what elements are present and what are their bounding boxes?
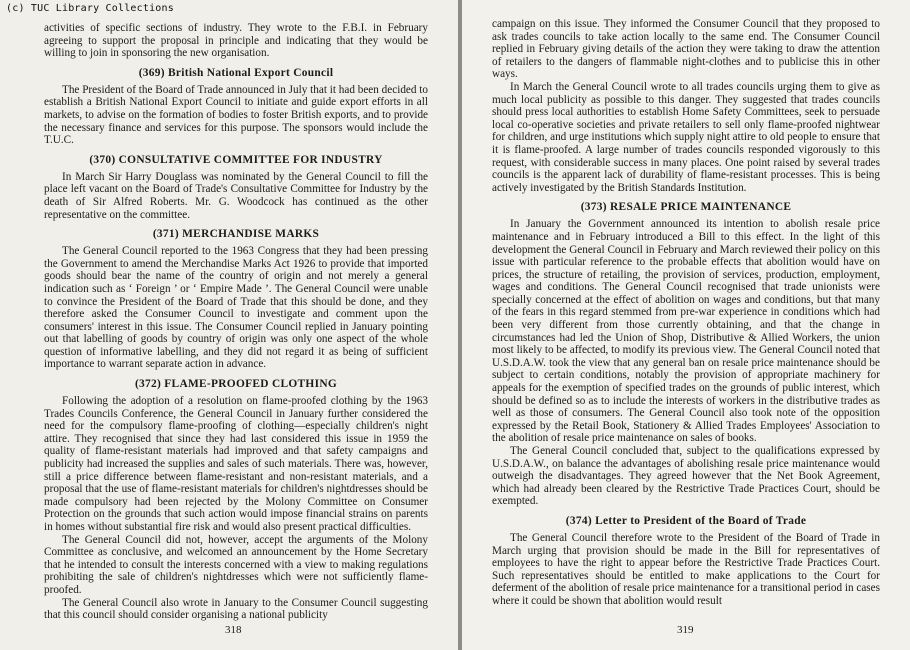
section-370-paragraph: In March Sir Harry Douglass was nominated by the General Council to fill the place left vacant on the Board of Trade's Consultative Committee for Industry by the death of Sir Alfred Roberts. Mr. G. Woodcock has continued as the other representative on the committee. [44, 170, 428, 221]
section-374-heading: (374) Letter to President of the Board of Trade [565, 514, 807, 527]
left-opening-paragraph: activities of specific sections of industry. They wrote to the F.B.I. in February agreeing to support the proposal in principle and indicating that they would be willing to join in sponsoring the new organisation. [44, 22, 428, 60]
right-page [462, 0, 910, 650]
section-372-paragraph-2: The General Council did not, however, accept the arguments of the Molony Committee as conclusive, and welcomed an announcement by the Home Secretary that he intended to consult the interests concerned with a view to making regulations prohibiting the sale of children's nightdresses which were not sufficiently flame-proofed. [44, 533, 428, 596]
section-373-heading: (373) RESALE PRICE MAINTENANCE [580, 201, 792, 214]
section-371-heading: (371) MERCHANDISE MARKS [152, 228, 320, 241]
section-373-paragraph-2: The General Council concluded that, subject to the qualifications expressed by U.S.D.A.W., on balance the advantages of abolishing resale price maintenance would outweigh the disadvantages. They agreed however that the Net Book Agreement, which had already been cleared by the Restrictive Trade Practices Court, should be exempted. [492, 445, 880, 508]
right-opening-paragraph: campaign on this issue. They informed the Consumer Council that they proposed to ask trades councils to take action locally to the same end. The Consumer Council replied in February giving details of the action they were taking to draw the attention of retailers to the dangers of flammable night-clothes and to publicise this in other ways. [492, 18, 880, 81]
section-370-heading: (370) CONSULTATIVE COMMITTEE FOR INDUSTRY [89, 153, 383, 166]
section-372-paragraph-4: In March the General Council wrote to all trades councils urging them to give as much local publicity as possible to this danger. They suggested that trades councils should press local authorities to establish Home Safety Committees, seek to persuade local co-operative societies and private retailers to sell only flame-proofed nightwear for children, and urge institutions which supply night attire to old people to ensure that it is flame-proofed. A large number of trades councils responded vigorously to this request, with considerable success in many places. One point raised by several trades councils is the apparent lack of durability of flame-resistant processes. This is being actively investigated by the British Standards Institution. [492, 80, 880, 194]
section-372-paragraph-3: The General Council also wrote in January to the Consumer Council suggesting that this council should consider organising a national publicity [44, 596, 428, 622]
section-371-paragraph: The General Council reported to the 1963 Congress that they had been pressing the Government to amend the Merchandise Marks Act 1926 to provide that imported goods should bear the name of the country of origin and not merely a general indication such as ‘ Foreign ’ or ‘ Empire Made ’. The General Council were unable to convince the President of the Board of Trade that this should be done, and they therefore asked the Consumer Council to investigate and comment upon the consumers' interest in this issue. The Consumer Council replied in January pointing out that labelling of goods by country of origin was only one aspect of the whole question of informative labelling, and they did not regard it as being of sufficient importance to warrant separate action in advance. [44, 245, 428, 371]
page-number-left: 318 [225, 624, 242, 636]
page-number-right: 319 [677, 624, 694, 636]
section-372-heading: (372) FLAME-PROOFED CLOTHING [134, 378, 338, 391]
section-372-paragraph-1: Following the adoption of a resolution on flame-proofed clothing by the 1963 Trades Councils Conference, the General Council in January further considered the need for the compulsory flame-proofing of clothing—especially children's night attire. They recognised that since they had last considered this issue in 1959 the quality of flame-resistant materials had improved and that safety campaigns and publicity had increased the supplies and sales of such materials. There was, however, still a price difference between flame-resistant and non-resistant materials, and a proposal that the use of flame-resistant materials for children's nightdresses should be made compulsory had been rejected by the Molony Committee on Consumer Protection on the grounds that such action would impose financial strains on parents in homes without substantial fire risk and would also present practical difficulties. [44, 395, 428, 533]
watermark: (c) TUC Library Collections [6, 3, 174, 14]
section-369-heading: (369) British National Export Council [138, 66, 334, 79]
section-369-paragraph: The President of the Board of Trade announced in July that it had been decided to establish a British National Export Council to initiate and guide export efforts in all markets, to advise on the formation of bodies to foster British exports, and to provide the necessary finance and services for this purpose. The sponsors would include the T.U.C. [44, 83, 428, 147]
section-373-paragraph-1: In January the Government announced its intention to abolish resale price maintenance and in February introduced a Bill to this effect. In the light of this development the General Council in February and March reviewed their policy on this issue with particular reference to the probable effects that abolition would have on prices, the structure of retailing, the provision of services, production, employment, wages and conditions. The General Council recognised that trade unionists were specially concerned at the effect of abolition on wages and conditions, but that many of the fears in this regard stemmed from pre-war experience in conditions which had been very different from those currently obtaining, and that the change in circumstances had led the Union of Shop, Distributive & Allied Workers, the union most likely to be affected, to modify its previous view. The General Council noted that U.S.D.A.W. took the view that any general ban on resale price maintenance should be subject to certain conditions, notably the provision of appropriate machinery for appeals for the exemption of specified trades on the grounds of public interest, which should be defined so as to include the interests of workers in the distributive trades as well as those of consumers. The General Council also took note of the opposition expressed by the Retail Book, Stationery & Allied Trades Employees' Association to the abolition of resale price maintenance on sales of books. [492, 218, 880, 445]
section-374-paragraph: The General Council therefore wrote to the President of the Board of Trade in March urging that provision should be made in the Bill for representatives of employees to have the right to appear before the Restrictive Trade Practices Court. Such representatives should be entitled to make applications to the Court for deferment of the abolition of resale price maintenance for a transitional period in cases where it could be shown that abolition would result [492, 531, 880, 607]
